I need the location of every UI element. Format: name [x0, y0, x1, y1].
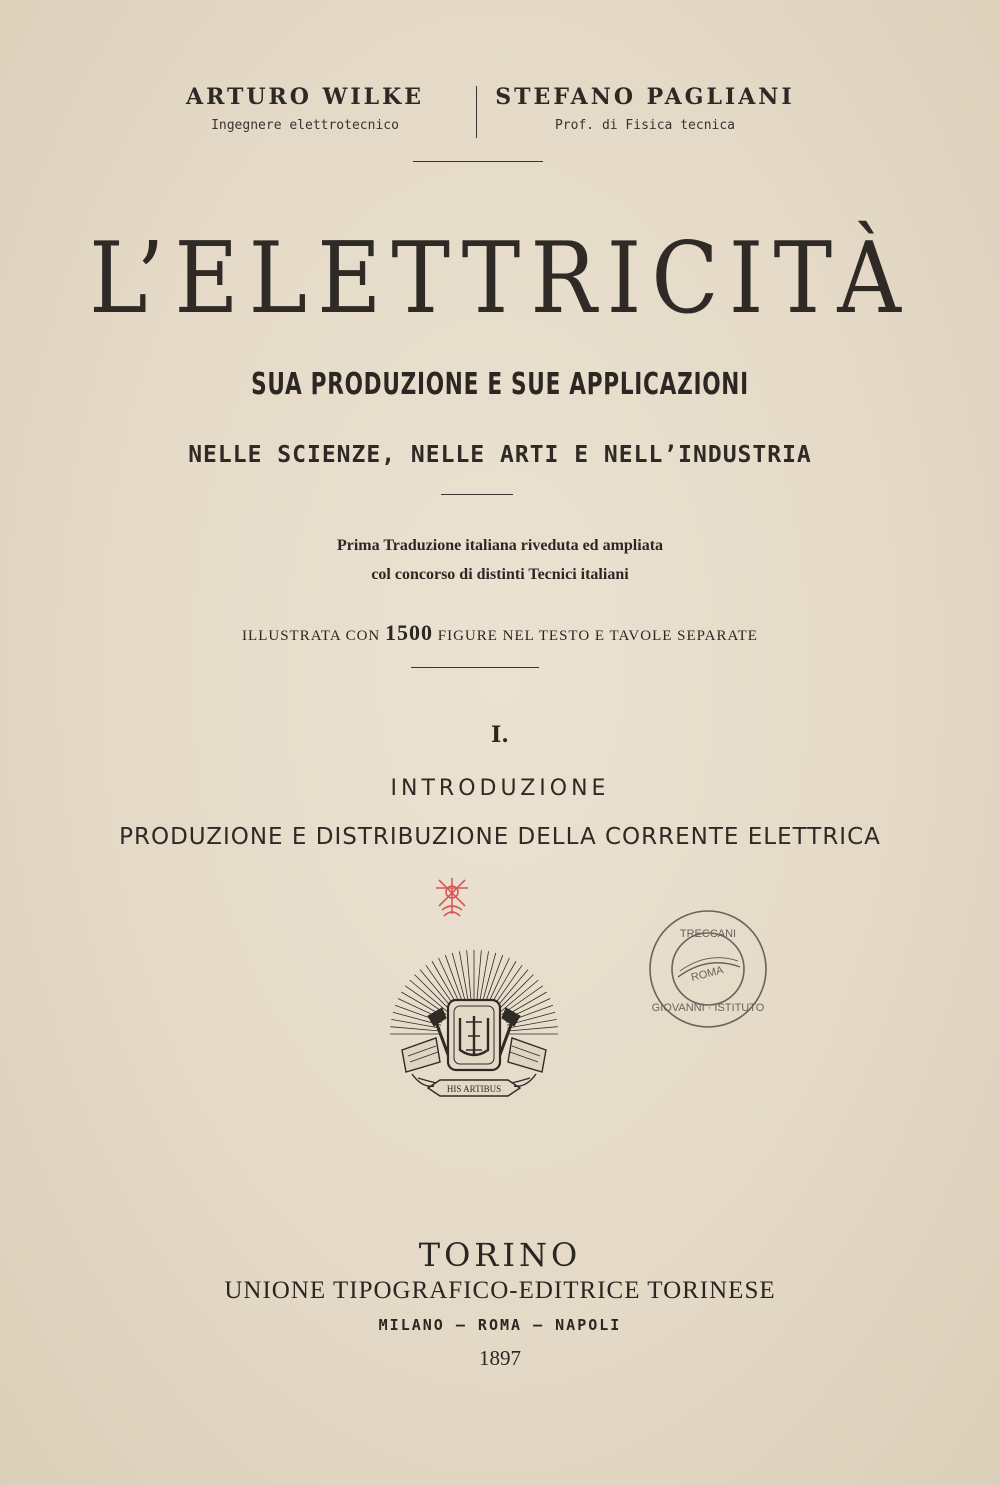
author-divider — [476, 86, 477, 138]
imprint-cities: MILANO — ROMA — NAPOLI — [378, 1316, 622, 1334]
imprint-city: TORINO — [418, 1236, 582, 1274]
volume-introduction: INTRODUZIONE — [390, 776, 610, 801]
volume-number: I. — [491, 722, 509, 748]
translation-line-2: col concorso di distinti Tecnici italiani — [371, 566, 629, 583]
emblem-motto: HIS ARTIBUS — [446, 1084, 502, 1094]
illustrations-prefix: ILLUSTRATA CON — [242, 628, 381, 644]
author-2 — [490, 84, 800, 133]
main-title: L’ELETTRICITÀ — [89, 220, 911, 336]
illustrations-suffix: FIGURE NEL TESTO E TAVOLE SEPARATE — [437, 628, 758, 644]
author-2-name: STEFANO PAGLIANI — [495, 84, 795, 110]
library-stamp-icon — [644, 905, 772, 1033]
authors-block — [0, 84, 1000, 144]
subtitle-fields: NELLE SCIENZE, NELLE ARTI E NELL’INDUSTRIA — [188, 442, 812, 468]
svg-text:GIOVANNI · ISTITUTO: GIOVANNI · ISTITUTO — [651, 1002, 765, 1014]
author-1-role: Ingegnere elettrotecnico — [211, 118, 399, 133]
translation-line-1: Prima Traduzione italiana riveduta ed ampliata — [336, 537, 664, 554]
svg-text:TRECCANI: TRECCANI — [679, 928, 737, 940]
illustrations-note — [0, 620, 1000, 646]
illustrations-count: 1500 — [385, 620, 434, 645]
volume-subject: PRODUZIONE E DISTRIBUZIONE DELLA CORRENTE ELETTRICA — [119, 824, 881, 850]
publisher-emblem-icon — [388, 938, 560, 1110]
rule-subtitle — [441, 494, 513, 495]
author-1-name: ARTURO WILKE — [186, 84, 424, 110]
author-2-role: Prof. di Fisica tecnica — [554, 118, 735, 133]
rule-authors — [413, 161, 543, 162]
rule-illustrations — [411, 667, 539, 668]
stamp-inner-text: ROMA — [689, 964, 725, 984]
ornament-icon — [432, 876, 472, 918]
imprint-publisher: UNIONE TIPOGRAFICO-EDITRICE TORINESE — [224, 1277, 776, 1304]
imprint-year: 1897 — [479, 1346, 521, 1370]
subtitle-production: SUA PRODUZIONE E SUE APPLICAZIONI — [251, 367, 749, 402]
author-1 — [150, 84, 460, 133]
